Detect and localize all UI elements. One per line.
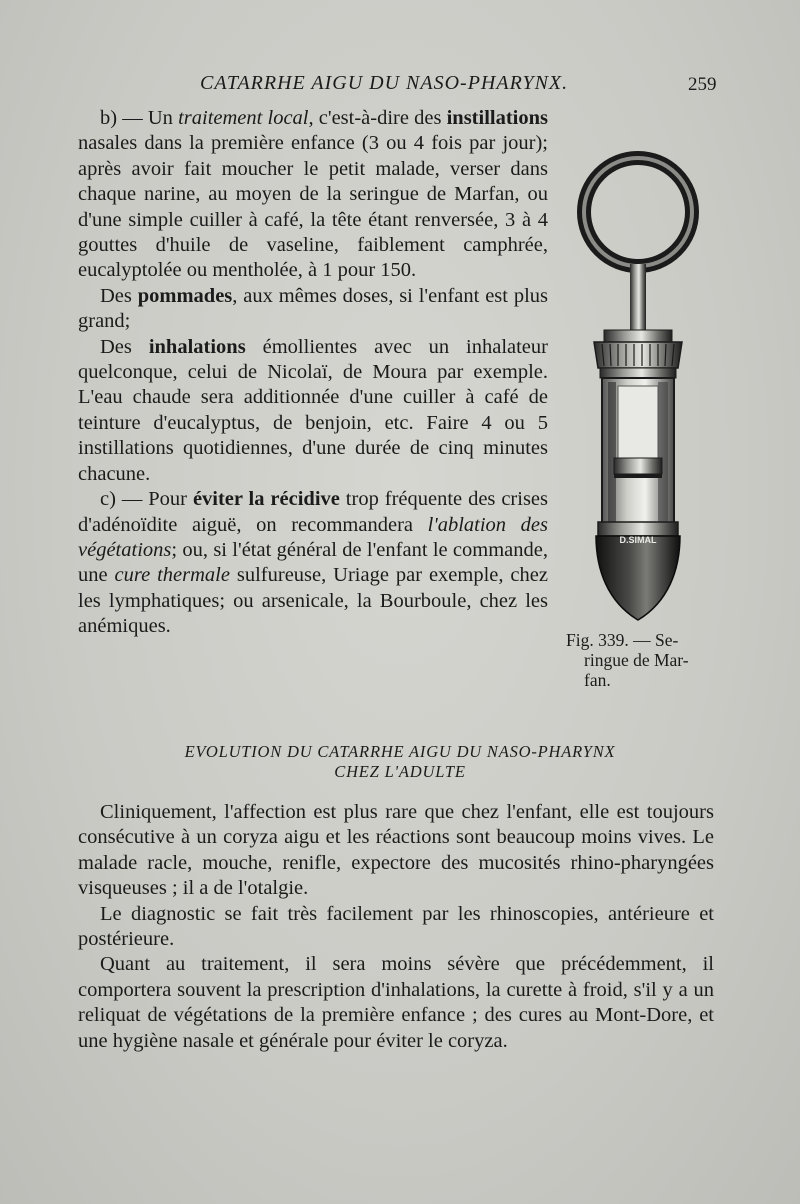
marfan-syringe-icon — [558, 150, 718, 630]
p4-mid: trop fréquente des crises d'adénoïdite aiguë, on recommandera — [78, 488, 548, 536]
p3-bold: inhalations — [148, 335, 246, 358]
caption-line-3: fan. — [584, 670, 611, 690]
p1-bold: instillations — [446, 107, 548, 129]
page-number: 259 — [688, 74, 717, 95]
p2-bold: pommades — [137, 284, 233, 307]
paragraph-pommades — [78, 284, 548, 335]
adult-section-text — [78, 800, 714, 1054]
section-heading-line-2: CHEZ L'ADULTE — [334, 762, 466, 781]
p1-mid: c'est-à-dire des — [313, 107, 447, 129]
paragraph-local-treatment — [78, 106, 548, 284]
p1-rest: nasales dans la première enfance (3 ou 4 fois par jour); après avoir fait moucher le petit malade, verser dans chaque narine, au moyen de la seringue de Marfan, ou d'une simple cuiller à café, la tête étant renversée, 3 à 4 gouttes d'huile de vaseline, faiblement camphrée, eucalyptolée ou mentholée, à 1 pour 150. — [78, 132, 548, 282]
paragraph-inhalations — [78, 335, 548, 487]
paragraph-clinical: Cliniquement, l'affection est plus rare que chez l'enfant, elle est toujours consécutive à un coryza aigu et les réactions sont beaucoup moins vives. Le malade racle, mouche, renifle, expectore des mucosités rhino-pharyngées visqueuses ; il a de l'otalgie. — [78, 801, 714, 900]
p4-mid2: ; ou, si l'état général de l'enfant le commande, une — [78, 538, 548, 587]
p4-rest: sulfureuse, Uriage par exemple, chez les lymphatiques; ou arsenicale, la Bourboule, chez les anémiques. — [78, 564, 548, 638]
p4-emphasis-cure: cure thermale — [114, 564, 230, 587]
p2-rest: , aux mêmes doses, si l'enfant est plus grand; — [78, 284, 548, 333]
p3-lead: Des — [100, 335, 149, 358]
section-heading-line-1: EVOLUTION DU CATARRHE AIGU DU NASO-PHARYNX — [184, 742, 616, 761]
p1-emphasis: traitement local, — [178, 107, 314, 129]
p2-lead: Des — [100, 284, 138, 307]
p4-lead: c) — Pour — [100, 488, 193, 511]
engraver-mark: D.SIMAL — [619, 535, 657, 545]
figure-caption — [566, 630, 726, 690]
p1-lead: b) — Un — [100, 107, 179, 129]
caption-line-2: ringue de Mar- — [584, 650, 689, 670]
running-title: CATARRHE AIGU DU NASO-PHARYNX. — [200, 72, 569, 94]
section-heading — [100, 742, 700, 782]
left-column-text — [78, 106, 548, 640]
paragraph-recidive — [78, 487, 548, 639]
p4-bold: éviter la récidive — [192, 488, 340, 511]
paragraph-diagnosis: Le diagnostic se fait très facilement par les rhinoscopies, antérieure et postérieure. — [78, 902, 714, 951]
syringe-illustration — [558, 150, 718, 630]
caption-line-1: Fig. 339. — Se- — [566, 630, 679, 650]
p4-emphasis-ablation: l'ablation des végétations — [78, 513, 548, 561]
p3-rest: émollientes avec un inhalateur quelconque, celui de Nicolaï, de Moura par exemple. L'eau chaude sera additionnée d'une cuiller à café de teinture d'eucalyptus, de benjoin, etc. Faire 4 ou 5 instillations quotidiennes, d'une durée de cinq minutes chacune. — [78, 335, 548, 485]
paragraph-treatment: Quant au traitement, il sera moins sévère que précédemment, il comportera souvent la prescription d'inhalations, la curette à froid, s'il y a un reliquat de végétations de la première enfance ; des cures au Mont-Dore, et une hygiène nasale et générale pour éviter le coryza. — [78, 953, 714, 1052]
